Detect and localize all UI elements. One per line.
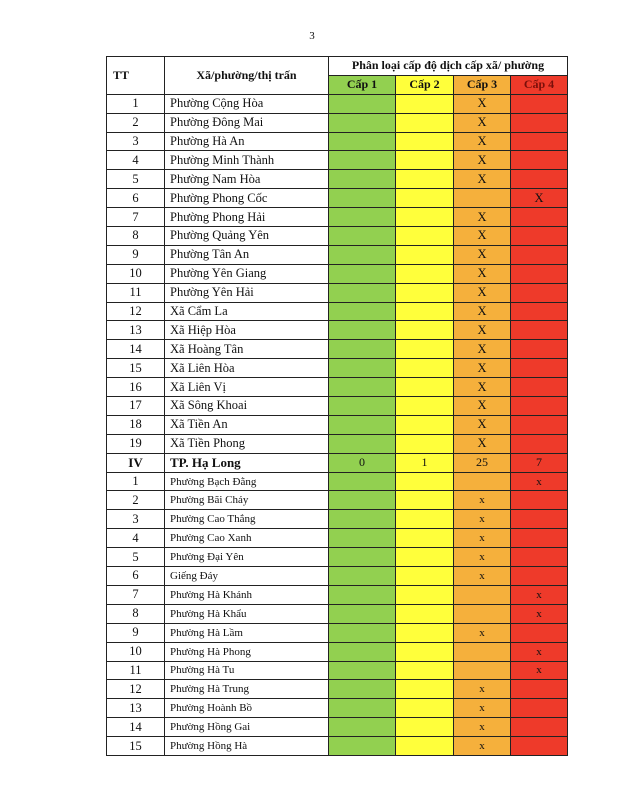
row-name: Giếng Đáy <box>165 567 329 586</box>
level-3-cell: X <box>454 321 511 340</box>
level-3-cell: x <box>454 623 511 642</box>
level-1-cell <box>329 623 396 642</box>
level-1-cell <box>329 397 396 416</box>
row-name: Phường Nam Hòa <box>165 170 329 189</box>
level-3-cell: x <box>454 680 511 699</box>
row-tt: IV <box>107 453 165 472</box>
level-3-cell: X <box>454 340 511 359</box>
level-3-cell: X <box>454 245 511 264</box>
level-3-cell: X <box>454 415 511 434</box>
table-row <box>107 170 568 189</box>
header-cap-3: Cấp 3 <box>454 75 511 94</box>
level-2-cell <box>396 264 454 283</box>
row-name: Phường Cao Thắng <box>165 510 329 529</box>
row-tt: 18 <box>107 415 165 434</box>
level-2-cell <box>396 718 454 737</box>
level-1-cell <box>329 245 396 264</box>
level-1-cell <box>329 737 396 756</box>
level-4-cell <box>511 340 568 359</box>
table-row <box>107 434 568 453</box>
level-4-cell: 7 <box>511 453 568 472</box>
level-3-cell: X <box>454 170 511 189</box>
level-3-cell: X <box>454 264 511 283</box>
level-2-cell <box>396 623 454 642</box>
table-row <box>107 340 568 359</box>
row-name: Xã Hiệp Hòa <box>165 321 329 340</box>
level-1-cell <box>329 699 396 718</box>
level-2-cell <box>396 170 454 189</box>
row-name: Xã Liên Vị <box>165 378 329 397</box>
level-4-cell <box>511 491 568 510</box>
row-name: Phường Bạch Đằng <box>165 472 329 491</box>
level-1-cell <box>329 642 396 661</box>
table-row <box>107 623 568 642</box>
table-row <box>107 264 568 283</box>
row-tt: 16 <box>107 378 165 397</box>
epidemic-level-table <box>106 56 568 756</box>
level-3-cell: X <box>454 132 511 151</box>
level-1-cell <box>329 567 396 586</box>
level-3-cell: X <box>454 378 511 397</box>
row-tt: 5 <box>107 170 165 189</box>
row-name: Phường Quảng Yên <box>165 227 329 246</box>
level-4-cell <box>511 264 568 283</box>
level-2-cell <box>396 642 454 661</box>
level-1-cell <box>329 378 396 397</box>
row-tt: 3 <box>107 510 165 529</box>
level-2-cell <box>396 378 454 397</box>
row-name: Phường Hà An <box>165 132 329 151</box>
row-tt: 15 <box>107 737 165 756</box>
row-tt: 9 <box>107 245 165 264</box>
level-2-cell <box>396 151 454 170</box>
level-2-cell <box>396 737 454 756</box>
level-2-cell <box>396 548 454 567</box>
level-1-cell <box>329 415 396 434</box>
level-2-cell <box>396 208 454 227</box>
page-number: 3 <box>309 30 315 42</box>
level-1-cell <box>329 359 396 378</box>
level-4-cell <box>511 415 568 434</box>
level-2-cell <box>396 567 454 586</box>
level-4-cell <box>511 567 568 586</box>
row-name: Phường Hà Trung <box>165 680 329 699</box>
row-name: Phường Hoành Bồ <box>165 699 329 718</box>
row-tt: 14 <box>107 340 165 359</box>
table-row <box>107 227 568 246</box>
level-2-cell <box>396 132 454 151</box>
level-3-cell: x <box>454 567 511 586</box>
level-2-cell <box>396 510 454 529</box>
level-3-cell <box>454 472 511 491</box>
row-tt: 7 <box>107 208 165 227</box>
level-1-cell <box>329 208 396 227</box>
level-4-cell <box>511 623 568 642</box>
level-4-cell: x <box>511 472 568 491</box>
table-row <box>107 321 568 340</box>
table-row <box>107 189 568 208</box>
level-2-cell <box>396 680 454 699</box>
level-3-cell: X <box>454 151 511 170</box>
row-tt: 10 <box>107 642 165 661</box>
level-3-cell: X <box>454 283 511 302</box>
table-row <box>107 529 568 548</box>
level-1-cell <box>329 718 396 737</box>
level-3-cell <box>454 585 511 604</box>
level-1-cell <box>329 94 396 113</box>
level-1-cell <box>329 472 396 491</box>
level-1-cell <box>329 529 396 548</box>
level-2-cell <box>396 321 454 340</box>
level-4-cell <box>511 227 568 246</box>
row-name: Phường Phong Cốc <box>165 189 329 208</box>
header-cap-4: Cấp 4 <box>511 75 568 94</box>
row-tt: 11 <box>107 283 165 302</box>
row-name: Phường Hồng Hà <box>165 737 329 756</box>
level-1-cell <box>329 604 396 623</box>
level-3-cell: X <box>454 302 511 321</box>
level-3-cell: X <box>454 359 511 378</box>
level-2-cell <box>396 189 454 208</box>
row-name: Phường Minh Thành <box>165 151 329 170</box>
row-tt: 14 <box>107 718 165 737</box>
level-1-cell <box>329 189 396 208</box>
row-name: Phường Yên Hải <box>165 283 329 302</box>
header-group: Phân loại cấp độ dịch cấp xã/ phường <box>329 57 568 76</box>
table-row <box>107 642 568 661</box>
table-row <box>107 151 568 170</box>
row-name: Phường Đại Yên <box>165 548 329 567</box>
level-3-cell: X <box>454 397 511 416</box>
table-row <box>107 491 568 510</box>
table-row <box>107 699 568 718</box>
row-name: Phường Hà Tu <box>165 661 329 680</box>
table-row <box>107 661 568 680</box>
row-name: Phường Cao Xanh <box>165 529 329 548</box>
level-2-cell <box>396 245 454 264</box>
level-2-cell <box>396 302 454 321</box>
row-tt: 4 <box>107 529 165 548</box>
row-name: Phường Hồng Gai <box>165 718 329 737</box>
header-cap-2: Cấp 2 <box>396 75 454 94</box>
table-row <box>107 567 568 586</box>
row-tt: 7 <box>107 585 165 604</box>
level-4-cell <box>511 321 568 340</box>
level-3-cell: x <box>454 737 511 756</box>
level-4-cell <box>511 132 568 151</box>
level-4-cell <box>511 245 568 264</box>
level-3-cell: X <box>454 434 511 453</box>
level-1-cell <box>329 585 396 604</box>
level-3-cell: X <box>454 113 511 132</box>
level-4-cell <box>511 302 568 321</box>
level-3-cell: x <box>454 699 511 718</box>
row-name: Phường Bãi Cháy <box>165 491 329 510</box>
level-4-cell <box>511 359 568 378</box>
row-tt: 4 <box>107 151 165 170</box>
level-4-cell <box>511 548 568 567</box>
level-2-cell <box>396 472 454 491</box>
row-tt: 8 <box>107 227 165 246</box>
row-name: TP. Hạ Long <box>165 453 329 472</box>
level-1-cell <box>329 491 396 510</box>
row-tt: 6 <box>107 189 165 208</box>
level-3-cell: 25 <box>454 453 511 472</box>
row-tt: 13 <box>107 321 165 340</box>
level-4-cell <box>511 397 568 416</box>
level-4-cell <box>511 378 568 397</box>
row-name: Phường Hà Khánh <box>165 585 329 604</box>
level-4-cell <box>511 680 568 699</box>
level-4-cell <box>511 113 568 132</box>
table-row <box>107 397 568 416</box>
level-3-cell <box>454 661 511 680</box>
row-tt: 9 <box>107 623 165 642</box>
level-3-cell: x <box>454 491 511 510</box>
table-row <box>107 510 568 529</box>
level-1-cell <box>329 340 396 359</box>
level-2-cell <box>396 491 454 510</box>
level-1-cell <box>329 510 396 529</box>
level-2-cell: 1 <box>396 453 454 472</box>
level-3-cell: x <box>454 548 511 567</box>
row-tt: 17 <box>107 397 165 416</box>
level-2-cell <box>396 585 454 604</box>
row-tt: 19 <box>107 434 165 453</box>
table-row <box>107 113 568 132</box>
level-4-cell <box>511 151 568 170</box>
level-1-cell <box>329 132 396 151</box>
table-row <box>107 302 568 321</box>
header-tt: TT <box>107 57 165 95</box>
level-3-cell <box>454 642 511 661</box>
level-4-cell <box>511 283 568 302</box>
level-1-cell <box>329 283 396 302</box>
row-name: Xã Tiền An <box>165 415 329 434</box>
row-name: Xã Hoàng Tân <box>165 340 329 359</box>
table-row <box>107 415 568 434</box>
level-4-cell: x <box>511 585 568 604</box>
row-name: Phường Đông Mai <box>165 113 329 132</box>
table-row <box>107 604 568 623</box>
row-tt: 2 <box>107 491 165 510</box>
level-4-cell <box>511 94 568 113</box>
row-name: Phường Yên Giang <box>165 264 329 283</box>
level-4-cell <box>511 510 568 529</box>
level-1-cell <box>329 302 396 321</box>
level-2-cell <box>396 529 454 548</box>
level-1-cell <box>329 151 396 170</box>
level-2-cell <box>396 340 454 359</box>
level-3-cell: X <box>454 208 511 227</box>
level-4-cell <box>511 529 568 548</box>
level-2-cell <box>396 434 454 453</box>
row-tt: 11 <box>107 661 165 680</box>
level-1-cell <box>329 434 396 453</box>
row-tt: 6 <box>107 567 165 586</box>
table-row <box>107 472 568 491</box>
level-3-cell <box>454 189 511 208</box>
level-2-cell <box>396 699 454 718</box>
table-row <box>107 283 568 302</box>
group-row <box>107 453 568 472</box>
row-tt: 3 <box>107 132 165 151</box>
row-name: Phường Cộng Hòa <box>165 94 329 113</box>
level-2-cell <box>396 661 454 680</box>
level-4-cell: x <box>511 642 568 661</box>
table-row <box>107 245 568 264</box>
level-4-cell: X <box>511 189 568 208</box>
table-row <box>107 132 568 151</box>
level-4-cell <box>511 434 568 453</box>
level-3-cell: x <box>454 529 511 548</box>
row-name: Xã Liên Hòa <box>165 359 329 378</box>
level-4-cell: x <box>511 604 568 623</box>
level-1-cell: 0 <box>329 453 396 472</box>
level-3-cell: x <box>454 510 511 529</box>
row-name: Phường Tân An <box>165 245 329 264</box>
level-4-cell <box>511 170 568 189</box>
level-1-cell <box>329 548 396 567</box>
row-name: Phường Hà Khẩu <box>165 604 329 623</box>
level-1-cell <box>329 227 396 246</box>
row-tt: 8 <box>107 604 165 623</box>
level-2-cell <box>396 94 454 113</box>
table-row <box>107 718 568 737</box>
level-1-cell <box>329 680 396 699</box>
level-4-cell <box>511 208 568 227</box>
level-2-cell <box>396 227 454 246</box>
level-3-cell: X <box>454 227 511 246</box>
level-1-cell <box>329 264 396 283</box>
row-tt: 1 <box>107 94 165 113</box>
level-1-cell <box>329 170 396 189</box>
row-name: Xã Cẩm La <box>165 302 329 321</box>
table-row <box>107 548 568 567</box>
level-4-cell <box>511 737 568 756</box>
level-1-cell <box>329 321 396 340</box>
level-2-cell <box>396 604 454 623</box>
level-2-cell <box>396 359 454 378</box>
table-row <box>107 737 568 756</box>
level-2-cell <box>396 283 454 302</box>
row-name: Phường Hà Phong <box>165 642 329 661</box>
row-tt: 13 <box>107 699 165 718</box>
row-name: Xã Sông Khoai <box>165 397 329 416</box>
level-1-cell <box>329 661 396 680</box>
level-2-cell <box>396 397 454 416</box>
row-tt: 5 <box>107 548 165 567</box>
table-row <box>107 585 568 604</box>
row-name: Xã Tiền Phong <box>165 434 329 453</box>
row-tt: 1 <box>107 472 165 491</box>
level-1-cell <box>329 113 396 132</box>
table-row <box>107 378 568 397</box>
row-tt: 15 <box>107 359 165 378</box>
header-name: Xã/phường/thị trấn <box>165 57 329 95</box>
level-3-cell <box>454 604 511 623</box>
level-4-cell <box>511 718 568 737</box>
row-name: Phường Phong Hải <box>165 208 329 227</box>
table-row <box>107 94 568 113</box>
level-2-cell <box>396 113 454 132</box>
level-4-cell: x <box>511 661 568 680</box>
table-row <box>107 359 568 378</box>
row-tt: 12 <box>107 302 165 321</box>
header-cap-1: Cấp 1 <box>329 75 396 94</box>
level-2-cell <box>396 415 454 434</box>
row-tt: 10 <box>107 264 165 283</box>
row-name: Phường Hà Lầm <box>165 623 329 642</box>
table-row <box>107 208 568 227</box>
row-tt: 12 <box>107 680 165 699</box>
level-3-cell: X <box>454 94 511 113</box>
level-3-cell: x <box>454 718 511 737</box>
level-4-cell <box>511 699 568 718</box>
table-row <box>107 680 568 699</box>
row-tt: 2 <box>107 113 165 132</box>
